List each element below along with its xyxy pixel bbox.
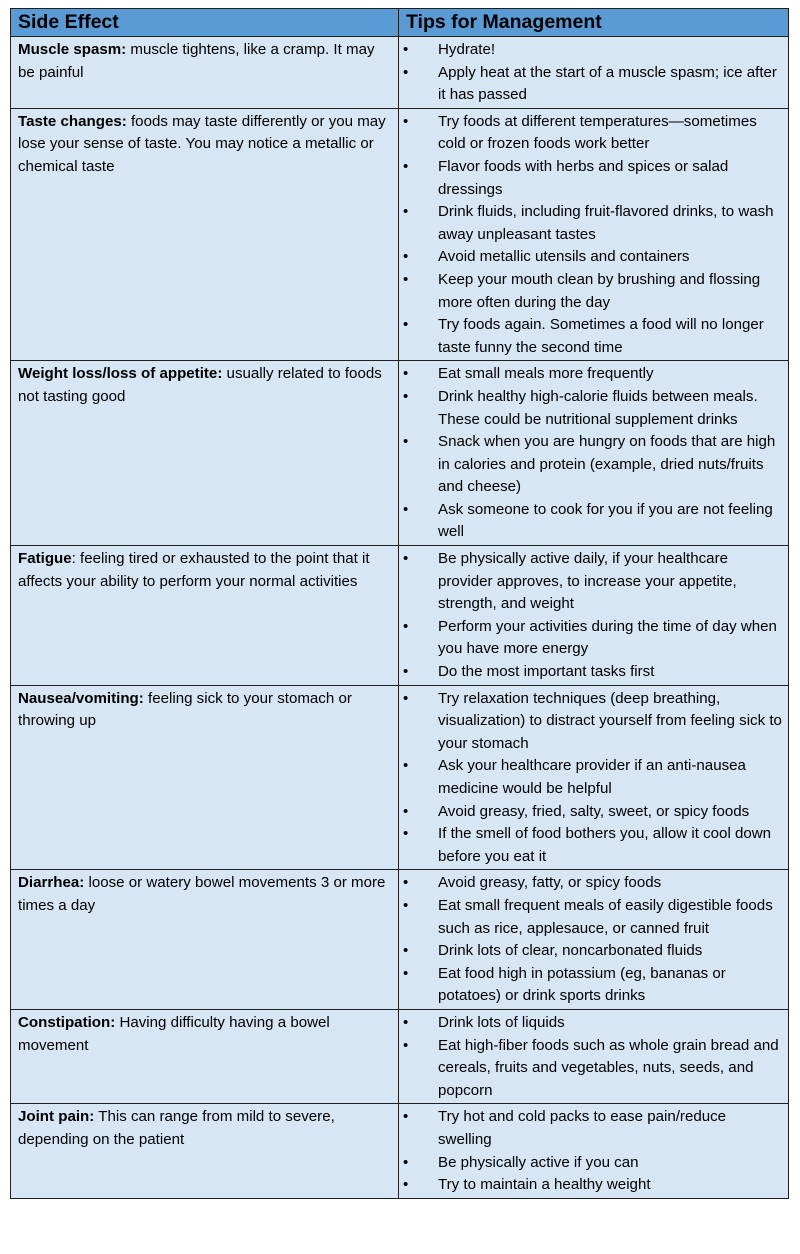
list-item <box>399 111 782 156</box>
list-item <box>399 1012 782 1035</box>
tips-cell <box>399 361 789 546</box>
tip-text: Do the most important tasks first <box>438 663 655 681</box>
side-effect-name: Taste changes: <box>18 112 127 130</box>
side-effect-name: Fatigue <box>18 550 72 568</box>
bullet-icon: • <box>403 365 409 383</box>
list-item <box>399 823 782 868</box>
tips-list <box>399 548 782 684</box>
bullet-icon: • <box>403 1153 409 1171</box>
bullet-icon: • <box>403 112 409 130</box>
tips-list <box>399 111 782 360</box>
tips-cell <box>399 37 789 109</box>
tips-list <box>399 688 782 869</box>
table-row <box>11 37 789 109</box>
table-row <box>11 361 789 546</box>
header-row <box>11 9 789 37</box>
tips-cell <box>399 108 789 361</box>
tip-text: Try foods at different temperatures—sometimes cold or frozen foods work better <box>438 112 757 153</box>
tips-list <box>399 1012 782 1102</box>
tip-text: Drink fluids, including fruit-flavored drinks, to wash away unpleasant tastes <box>438 203 774 243</box>
bullet-icon: • <box>403 1036 409 1054</box>
bullet-icon: • <box>403 1108 409 1126</box>
list-item <box>399 1106 782 1151</box>
side-effect-cell <box>11 37 399 109</box>
list-item <box>399 201 782 246</box>
bullet-icon: • <box>403 896 409 914</box>
table-row <box>11 1009 789 1103</box>
side-effect-cell <box>11 108 399 361</box>
bullet-icon: • <box>403 387 409 405</box>
bullet-icon: • <box>403 1013 409 1031</box>
bullet-icon: • <box>403 500 409 518</box>
tip-text: Be physically active if you can <box>438 1153 639 1171</box>
tip-text: Drink lots of clear, noncarbonated fluids <box>438 942 703 960</box>
tip-text: Eat small frequent meals of easily digestible foods such as rice, applesauce, or canned fruit <box>438 896 773 937</box>
tip-text: Apply heat at the start of a muscle spasm; ice after it has passed <box>438 63 777 104</box>
bullet-icon: • <box>403 157 409 175</box>
bullet-icon: • <box>403 41 409 58</box>
list-item <box>399 872 782 895</box>
bullet-icon: • <box>403 617 409 635</box>
table-row <box>11 546 789 686</box>
tips-list <box>399 872 782 1008</box>
side-effect-cell <box>11 1104 399 1198</box>
tip-text: Be physically active daily, if your healthcare provider approves, to increase your appetite, strength, and weight <box>438 550 737 613</box>
tip-text: Eat small meals more frequently <box>438 365 654 383</box>
bullet-icon: • <box>403 757 409 775</box>
tip-text: Avoid metallic utensils and containers <box>438 248 690 266</box>
side-effect-name: Muscle spasm: <box>18 41 127 58</box>
tips-list <box>399 363 782 544</box>
tips-cell <box>399 546 789 686</box>
bullet-icon: • <box>403 270 409 288</box>
side-effect-cell <box>11 685 399 870</box>
side-effect-description: foods may taste differently or you may lose your sense of taste. You may notice a metallic or chemical taste <box>18 112 386 175</box>
bullet-icon: • <box>403 433 409 451</box>
tip-text: Try hot and cold packs to ease pain/reduce swelling <box>438 1108 727 1148</box>
tip-text: Eat high-fiber foods such as whole grain bread and cereals, fruits and vegetables, nuts, seeds, and popcorn <box>438 1036 779 1099</box>
side-effect-name: Nausea/vomiting: <box>18 689 144 707</box>
tips-cell <box>399 685 789 870</box>
side-effect-description: Having difficulty having a bowel movement <box>18 1013 330 1054</box>
tips-cell <box>399 870 789 1010</box>
side-effect-header: Side Effect <box>11 9 399 37</box>
list-item <box>399 1035 782 1103</box>
tip-text: Try foods again. Sometimes a food will no longer taste funny the second time <box>438 316 764 356</box>
tips-cell <box>399 1009 789 1103</box>
tip-text: Eat food high in potassium (eg, bananas or potatoes) or drink sports drinks <box>438 964 726 1005</box>
table-row <box>11 685 789 870</box>
side-effect-name: Diarrhea: <box>18 874 85 892</box>
side-effects-table <box>10 8 789 1199</box>
list-item <box>399 363 782 386</box>
side-effect-description: muscle tightens, like a cramp. It may be painful <box>18 41 375 81</box>
list-item <box>399 801 782 824</box>
tips-list <box>399 39 782 107</box>
bullet-icon: • <box>403 203 409 221</box>
side-effect-cell <box>11 1009 399 1103</box>
tip-text: Ask someone to cook for you if you are not feeling well <box>438 500 773 541</box>
bullet-icon: • <box>403 63 409 81</box>
bullet-icon: • <box>403 1176 409 1194</box>
tip-text: Hydrate! <box>438 41 496 58</box>
list-item <box>399 62 782 107</box>
side-effect-description: usually related to foods not tasting good <box>18 365 382 405</box>
side-effect-cell <box>11 361 399 546</box>
list-item <box>399 895 782 940</box>
side-effect-name: Constipation: <box>18 1013 116 1031</box>
bullet-icon: • <box>403 802 409 820</box>
list-item <box>399 269 782 314</box>
side-effect-description: : feeling tired or exhausted to the point that it affects your ability to perform your normal activities <box>18 550 370 590</box>
tip-text: Ask your healthcare provider if an anti-nausea medicine would be helpful <box>438 757 746 797</box>
list-item <box>399 1174 782 1197</box>
list-item <box>399 963 782 1008</box>
tip-text: Avoid greasy, fatty, or spicy foods <box>438 874 662 892</box>
list-item <box>399 755 782 800</box>
side-effect-cell <box>11 870 399 1010</box>
list-item <box>399 39 782 62</box>
tip-text: Drink lots of liquids <box>438 1013 565 1031</box>
tip-text: If the smell of food bothers you, allow it cool down before you eat it <box>438 825 772 865</box>
side-effect-name: Joint pain: <box>18 1108 95 1126</box>
side-effect-cell <box>11 546 399 686</box>
side-effect-description: feeling sick to your stomach or throwing up <box>18 689 352 730</box>
bullet-icon: • <box>403 689 409 707</box>
bullet-icon: • <box>403 316 409 334</box>
table-row <box>11 108 789 361</box>
list-item <box>399 156 782 201</box>
bullet-icon: • <box>403 964 409 982</box>
tip-text: Try relaxation techniques (deep breathing, visualization) to distract yourself from feeling sick to your stomach <box>438 689 782 752</box>
side-effect-description: loose or watery bowel movements 3 or more times a day <box>18 874 386 914</box>
bullet-icon: • <box>403 874 409 892</box>
tip-text: Perform your activities during the time of day when you have more energy <box>438 617 777 658</box>
list-item <box>399 386 782 431</box>
bullet-icon: • <box>403 825 409 843</box>
list-item <box>399 499 782 544</box>
bullet-icon: • <box>403 942 409 960</box>
list-item <box>399 616 782 661</box>
list-item <box>399 688 782 756</box>
tip-text: Drink healthy high-calorie fluids between meals. These could be nutritional supplement drinks <box>438 387 758 428</box>
list-item <box>399 940 782 963</box>
list-item <box>399 661 782 684</box>
bullet-icon: • <box>403 248 409 266</box>
list-item <box>399 314 782 359</box>
table-row <box>11 1104 789 1198</box>
list-item <box>399 548 782 616</box>
side-effect-description: This can range from mild to severe, depending on the patient <box>18 1108 335 1148</box>
tip-text: Snack when you are hungry on foods that are high in calories and protein (example, dried nuts/fruits and cheese) <box>438 433 776 496</box>
tip-text: Avoid greasy, fried, salty, sweet, or spicy foods <box>438 802 750 820</box>
side-effect-name: Weight loss/loss of appetite: <box>18 365 223 383</box>
tips-cell <box>399 1104 789 1198</box>
tip-text: Flavor foods with herbs and spices or salad dressings <box>438 157 729 198</box>
list-item <box>399 1152 782 1175</box>
tip-text: Try to maintain a healthy weight <box>438 1176 651 1194</box>
table-row <box>11 870 789 1010</box>
tip-text: Keep your mouth clean by brushing and flossing more often during the day <box>438 270 761 311</box>
list-item <box>399 246 782 269</box>
tips-header: Tips for Management <box>399 9 789 37</box>
bullet-icon: • <box>403 550 409 568</box>
list-item <box>399 431 782 499</box>
tips-list <box>399 1106 782 1196</box>
bullet-icon: • <box>403 663 409 681</box>
